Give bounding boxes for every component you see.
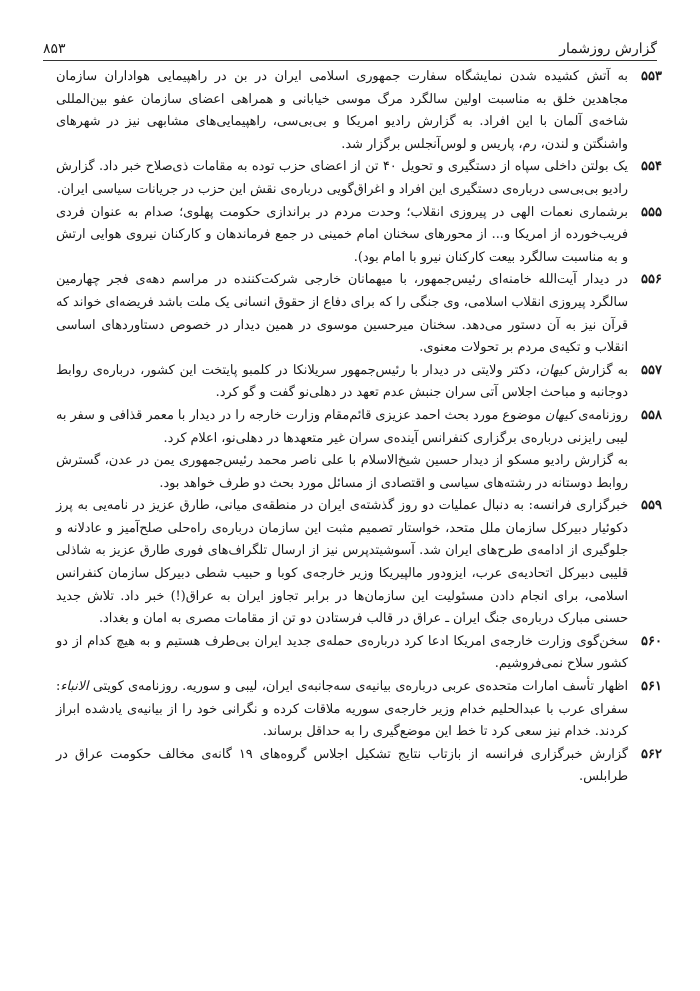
entry-number: ۵۵۸ (641, 407, 662, 423)
entry-text: خبرگزاری فرانسه: به دنبال عملیات دو روز گذشته‌ی ایران در منطقه‌ی میانی، طارق عزیز در نامه‌یی به پرز دکوئیار دبیرکل سازمان ملل متحد، خواستار تصمیم مثبت این سازمان درباره‌ی راه‌حلی صلح‌آمیز و عادلانه و جلوگیری از ادامه‌ی طرح‌های ایران شد. آسوشیتدپرس نیز از ارسال تلگراف‌های فوری طارق عزیز به شاذلی قلیبی دبیرکل اتحادیه‌ی عرب، ایزودور مالپیریکا وزیر خارجه‌ی کوبا و حبیب شطی دبیرکل سازمان کنفرانس اسلامی، برای انجام دادن مسئولیت این سازمان‌ها در برابر تجاوز ایران به عراق(!) خبر داد. تلاش جدید حسنی مبارک درباره‌ی جنگ ایران ـ عراق در قالب فرستادن دو تن از مقامات مصری به امان و بغداد. (56, 498, 628, 627)
entry-text (56, 405, 628, 450)
entry-555 (56, 202, 662, 270)
entry-561 (56, 676, 662, 744)
entry-text-post: : سفرای عرب با عبدالحلیم خدام وزیر خارجه‌ی سوریه ملاقات کرده و نگرانی خود را از بیانیه‌ی یادشده ابراز کردند. خدام نیز سعی کرد تا خط این موضع‌گیری را به حداقل برساند. (56, 679, 628, 740)
header-rule (43, 60, 657, 61)
entry-text (56, 360, 628, 405)
page-number: ۸۵۳ (43, 41, 66, 57)
running-header (43, 30, 657, 56)
entry-text-post: ، دکتر ولایتی در دیدار با رئیس‌جمهور سریلانکا در کلمبو پایتخت این کشور، درباره‌ی روابط دوجانبه و مباحث اجلاس آتی سران جنبش عدم تعهد در دهلی‌نو گفت و گو کرد. (56, 362, 628, 401)
entry-number: ۵۵۶ (641, 272, 662, 288)
entry-text: یک بولتن داخلی سپاه از دستگیری و تحویل ۴۰ تن از اعضای حزب توده به مقامات ذی‌صلاح خبر داد. گزارش رادیو بی‌بی‌سی درباره‌ی دستگیری این افراد و اغراق‌گویی درباره‌ی نقش این حزب در جریانات سیاسی ایران. (56, 159, 628, 197)
entry-number: ۵۶۲ (641, 746, 662, 762)
entry-text-post: موضوع مورد بحث احمد عزیزی قائم‌مقام وزارت خارجه را در دیدار با معمر قذافی و سفر به لیبی رایزنی درباره‌ی برگزاری کنفرانس آینده‌ی سران غیر متعهدها در دهلی‌نو، اعلام کرد. (56, 407, 628, 446)
newspaper-name-kayhan: کیهان (539, 362, 569, 378)
entry-text: برشماری نعمات الهی در پیروزی انقلاب؛ وحدت مردم در براندازی حکومت پهلوی؛ صدام به عنوان فردی فریب‌خورده از امریکا و... از محورهای سخنان امام خمینی در جمع فرماندهان و کارکنان نیروی هوایی ارتش و به مناسبت سالگرد بیعت کارکنان نیرو با امام بود). (56, 204, 628, 265)
entry-558 (56, 405, 662, 450)
entry-number: ۵۶۱ (641, 679, 662, 695)
entry-562 (56, 744, 662, 789)
header-title: گزارش روزشمار (559, 41, 657, 57)
entry-text-pre: به گزارش (568, 362, 628, 378)
entry-text-pre: اظهار تأسف امارات متحده‌ی عربی درباره‌ی بیانیه‌ی سه‌جانبه‌ی ایران، لیبی و سوریه. روزنامه‌ی کویتی (88, 679, 628, 695)
newspaper-name-kayhan: کیهان (545, 407, 575, 423)
entry-554 (56, 156, 662, 201)
entry-text: گزارش خبرگزاری فرانسه از بازتاب نتایج تشکیل اجلاس گروه‌های ۱۹ گانه‌ی مخالف حکومت عراق در طرابلس. (56, 746, 628, 785)
entry-559 (56, 495, 662, 631)
entry-number: ۵۵۹ (641, 498, 662, 514)
chronology-body (56, 66, 662, 973)
entry-557 (56, 360, 662, 405)
newspaper-name-alanba: الانباء (60, 679, 89, 695)
entry-556 (56, 269, 662, 359)
entry-text: در دیدار آیت‌الله خامنه‌ای رئیس‌جمهور، با میهمانان خارجی شرکت‌کننده در مراسم دهه‌ی فجر چهارمین سالگرد پیروزی انقلاب اسلامی، وی جنگی را که برای دفاع از حقوق انسانی یک ملت باشد فریضه‌ای خواند که قرآن نیز به آن دستور می‌دهد. سخنان میرحسین موسوی در همین دیدار در خصوص دستاوردهای اساسی انقلاب و تکیه‌ی مردم بر تحولات معنوی. (56, 272, 628, 356)
entry-text (56, 676, 628, 744)
entry-553 (56, 66, 662, 156)
entry-text: سخن‌گوی وزارت خارجه‌ی امریکا ادعا کرد درباره‌ی حمله‌ی جدید ایران بی‌طرف هستیم و به هیچ کدام از دو کشور سلاح نمی‌فروشیم. (56, 633, 628, 672)
entry-number: ۵۵۷ (641, 362, 662, 378)
entry-number: ۵۶۰ (641, 633, 662, 649)
entry-number: ۵۵۳ (641, 69, 662, 84)
entry-558-continuation: به گزارش رادیو مسکو از دیدار حسین شیخ‌الاسلام با علی ناصر محمد رئیس‌جمهوری یمن در عدن، گسترش روابط دوستانه در رشته‌های سیاسی و اقتصادی از مسائل مورد بحث دو طرف خواهد بود. (56, 453, 628, 491)
entry-text: به آتش کشیده شدن نمایشگاه سفارت جمهوری اسلامی ایران در بن در راهپیمایی هواداران سازمان مجاهدین خلق به مناسبت اولین سالگرد مرگ موسی خیابانی و همراهی اعضای سازمان عفو بین‌المللی شاخه‌ی آلمان با این افراد. به گزارش رادیو امریکا و بی‌بی‌سی، راهپیمایی‌های مشابهی نیز در شهرهای واشنگتن و لندن، رم، پاریس و لوس‌آنجلس برگزار شد. (56, 69, 628, 152)
entry-text-pre: روزنامه‌ی (574, 407, 628, 423)
entry-560 (56, 631, 662, 676)
entry-number: ۵۵۴ (641, 159, 662, 175)
entry-number: ۵۵۵ (641, 204, 662, 220)
